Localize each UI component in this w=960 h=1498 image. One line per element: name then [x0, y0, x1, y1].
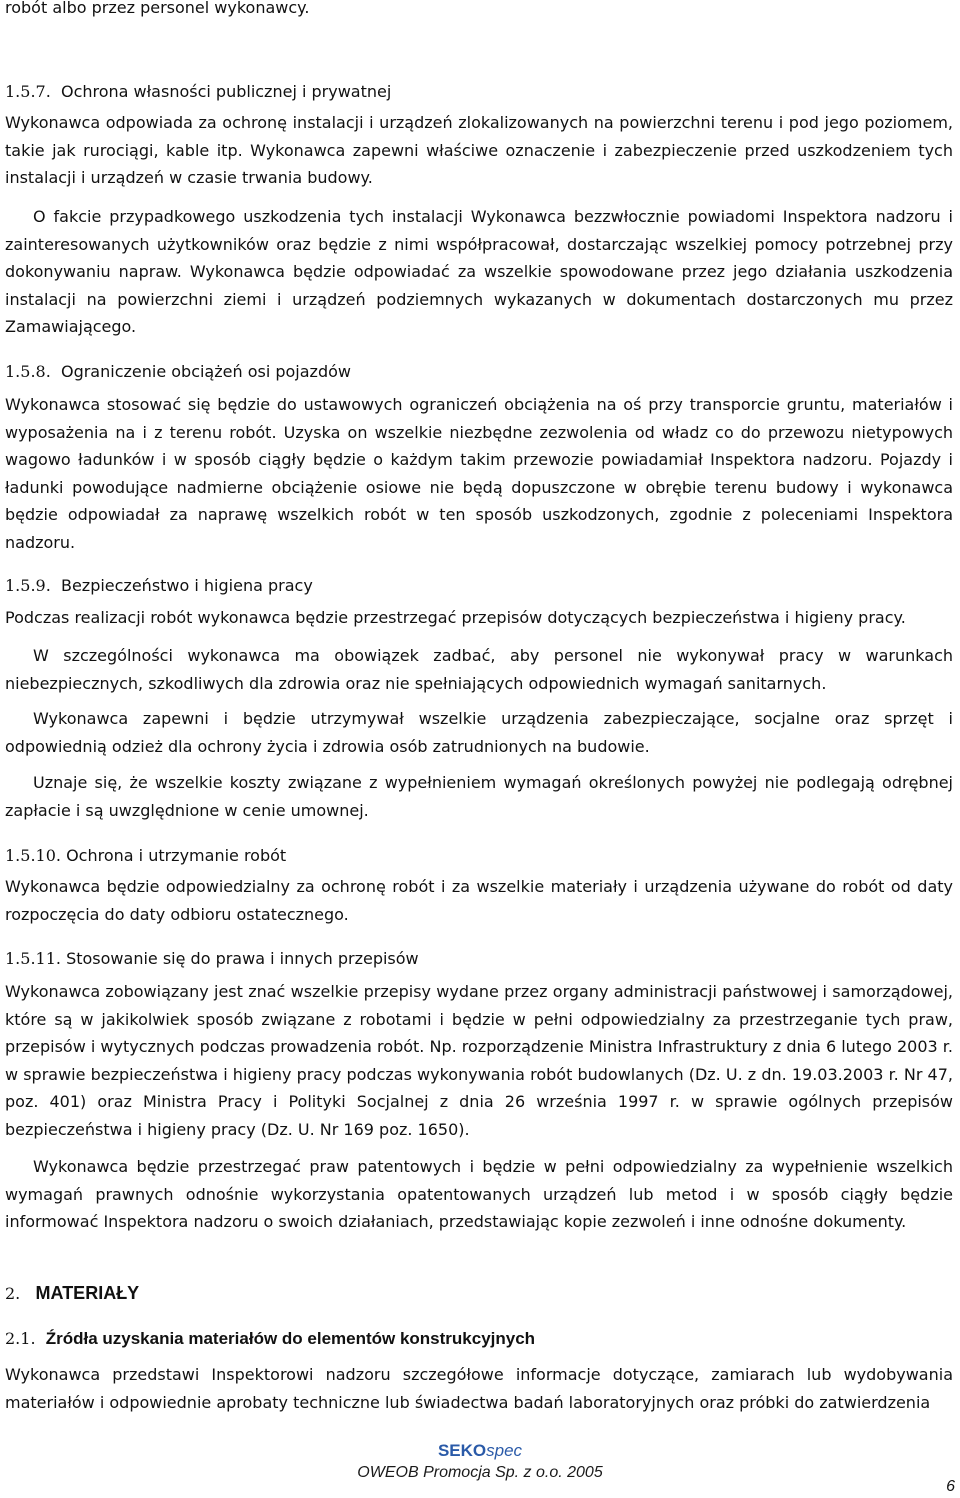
section-heading-1-5-7 [5, 78, 391, 105]
section-title: Ochrona własności publicznej i prywatnej [60, 82, 392, 101]
section-title: Stosowanie się do prawa i innych przepisów [66, 949, 419, 968]
section-heading-1-5-10 [5, 842, 286, 869]
section-number: 1.5.11. [5, 949, 61, 968]
section-number: 2.1. [5, 1329, 36, 1348]
section-title: Ograniczenie obciążeń osi pojazdów [60, 362, 351, 381]
logo-italic: spec [486, 1441, 523, 1460]
page-number: 6 [946, 1478, 955, 1495]
paragraph-continuation: robót albo przez personel wykonawcy. [5, 0, 310, 17]
paragraph-uszkodzenie: O fakcie przypadkowego uszkodzenia tych instalacji Wykonawca bezzwłocznie powiadomi Inspektora nadzoru i zainteresowanych użytkowników oraz będzie z nimi współpracował, dostarczając wszelkiej pomocy potrzebnej przy dokonywaniu napraw. Wykonawca będzie odpowiadać za wszelkie spowodowane przez jego działania uszkodzenia instalacji na powierzchni ziemi i urządzeń podziemnych wykazanych w dokumentach dostarczonych mu przez Zamawiającego. [5, 207, 953, 336]
footer-company: OWEOB Promocja Sp. z o.o. 2005 [357, 1464, 603, 1481]
paragraph-ochrona-robot: Wykonawca będzie odpowiedzialny za ochronę robót i za wszelkie materiały i urządzenia używane do robót od daty rozpoczęcia do daty odbioru ostatecznego. [5, 877, 953, 924]
paragraph-bhp: Podczas realizacji robót wykonawca będzie przestrzegać przepisów dotyczących bezpieczeństwa i higieny pracy. [5, 608, 906, 627]
section-title: Ochrona i utrzymanie robót [66, 846, 287, 865]
section-number: 1.5.10. [5, 846, 61, 865]
footer-logo [0, 1441, 960, 1461]
chapter-title: MATERIAŁY [35, 1283, 140, 1303]
section-number: 1.5.7. [5, 82, 51, 101]
section-heading-2-1 [5, 1325, 535, 1352]
section-number: 1.5.8. [5, 362, 51, 381]
paragraph-zrodla: Wykonawca przedstawi Inspektorowi nadzoru szczegółowe informacje dotyczące, zamiarach lub wydobywania materiałów i odpowiednie aprobaty techniczne lub świadectwa badań laboratoryjnych oraz próbki do zatwierdzenia [5, 1365, 953, 1412]
section-heading-1-5-8 [5, 358, 351, 385]
paragraph-patenty: Wykonawca będzie przestrzegać praw patentowych i będzie w pełni odpowiedzialny za wypełnienie wszelkich wymagań prawnych odnośnie wykorzystania opatentowanych urządzeń lub metod i w sposób ciągły będzie informować Inspektora nadzoru o swoich działaniach, przedstawiając kopie zezwoleń i inne odnośne dokumenty. [5, 1157, 953, 1231]
paragraph-ochrona: Wykonawca odpowiada za ochronę instalacji i urządzeń zlokalizowanych na powierzchni terenu i pod jego poziomem, takie jak rurociągi, kable itp. Wykonawca zapewni właściwe oznaczenie i zabezpieczenie przed uszkodzeniem tych instalacji i urządzeń w czasie trwania budowy. [5, 113, 953, 187]
section-heading-1-5-11 [5, 945, 419, 972]
section-title: Bezpieczeństwo i higiena pracy [60, 576, 313, 595]
chapter-heading-2 [5, 1280, 139, 1307]
paragraph-personel: W szczególności wykonawca ma obowiązek zadbać, aby personel nie wykonywał pracy w warunkach niebezpiecznych, szkodliwych dla zdrowia oraz nie spełniających odpowiednich wymagań sanitarnych. [5, 646, 953, 693]
section-heading-1-5-9 [5, 572, 313, 599]
section-number: 2. [5, 1284, 21, 1303]
paragraph-przepisy: Wykonawca zobowiązany jest znać wszelkie przepisy wydane przez organy administracji państwowej i samorządowej, które są w jakikolwiek sposób związane z robotami i będzie w pełni odpowiedzialny za przestrzeganie tych praw, przepisów i wytycznych podczas prowadzenia robót. Np. rozporządzenie Ministra Infrastruktury z dnia 6 lutego 2003 r. w sprawie bezpieczeństwa i higieny pracy podczas wykonywania robót budowlanych (Dz. U. z dn. 19.03.2003 r. Nr 47, poz. 401) oraz Ministra Pracy i Polityki Socjalnej z dnia 26 września 1997 r. w sprawie ogólnych przepisów bezpieczeństwa i higieny pracy (Dz. U. Nr 169 poz. 1650). [5, 982, 953, 1139]
paragraph-urzadzenia: Wykonawca zapewni i będzie utrzymywał wszelkie urządzenia zabezpieczające, socjalne oraz sprzęt i odpowiednią odzież dla ochrony życia i zdrowia osób zatrudnionych na budowie. [5, 709, 953, 756]
section-title: Źródła uzyskania materiałów do elementów konstrukcyjnych [45, 1329, 536, 1348]
section-number: 1.5.9. [5, 576, 51, 595]
paragraph-obciazenia: Wykonawca stosować się będzie do ustawowych ograniczeń obciążenia na oś przy transporcie gruntu, materiałów i wyposażenia na i z terenu robót. Uzyska on wszelkie niezbędne zezwolenia od władz co do przewozu nietypowych wagowo ładunków i w sposób ciągły będzie o każdym takim przewozie powiadamiał Inspektora nadzoru. Pojazdy i ładunki powodujące nadmierne obciążenie osiowe nie będą dopuszczone w obrębie terenu budowy i wykonawca będzie odpowiadał za naprawę wszelkich robót w ten sposób uszkodzonych, zgodnie z poleceniami Inspektora nadzoru. [5, 395, 953, 552]
paragraph-koszty: Uznaje się, że wszelkie koszty związane z wypełnieniem wymagań określonych powyżej nie podlegają odrębnej zapłacie i są uwzględnione w cenie umownej. [5, 773, 953, 820]
logo-bold: SEKO [437, 1441, 487, 1460]
